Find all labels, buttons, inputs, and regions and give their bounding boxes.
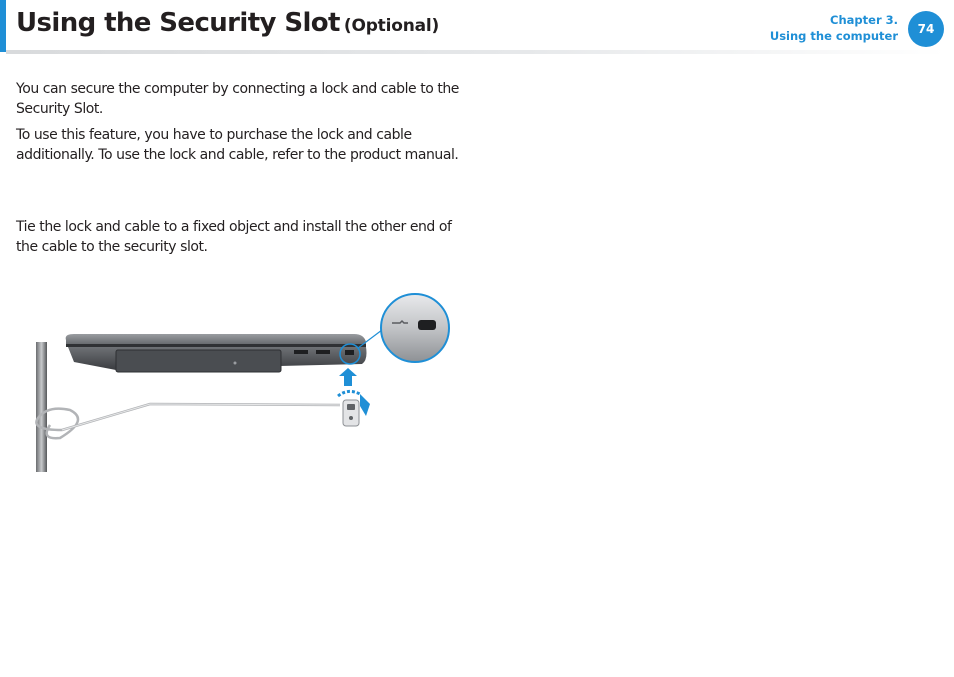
chapter-info xyxy=(770,12,898,44)
cable-lock-icon xyxy=(343,400,359,426)
page-title-text: Using the Security Slot xyxy=(16,8,340,38)
illustration-svg xyxy=(30,290,455,475)
page-number-badge: 74 xyxy=(908,11,944,47)
page-title xyxy=(16,8,439,38)
title-accent-bar xyxy=(0,0,6,52)
security-slot-illustration xyxy=(30,290,455,475)
security-slot-zoom-icon xyxy=(381,294,449,362)
purchase-note-paragraph: To use this feature, you have to purchase the lock and cable additionally. To use the lock and cable, refer to the product manual. xyxy=(16,127,459,163)
intro-paragraph: You can secure the computer by connecting a lock and cable to the Security Slot. xyxy=(16,81,459,117)
page-title-optional: (Optional) xyxy=(343,16,440,36)
chapter-title: Using the computer xyxy=(769,29,898,43)
title-divider xyxy=(6,50,946,54)
chapter-label: Chapter 3. xyxy=(830,13,898,27)
instruction-paragraph: Tie the lock and cable to a fixed object and install the other end of the cable to the security slot. xyxy=(16,219,452,255)
